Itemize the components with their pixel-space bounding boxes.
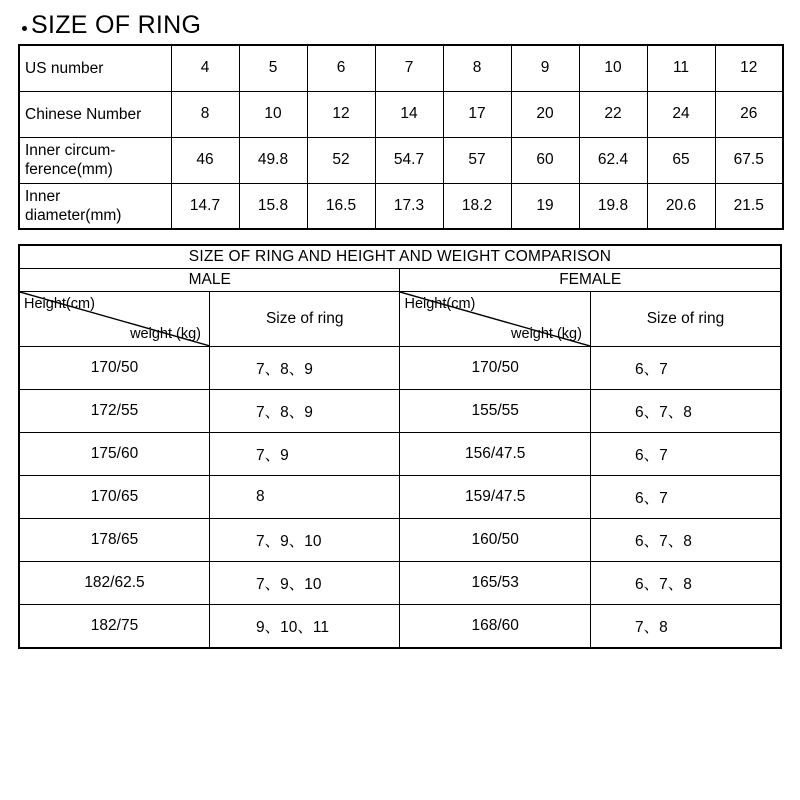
- female-ring-size: 6、7: [590, 433, 781, 476]
- cell: 8: [443, 45, 511, 91]
- cell: 57: [443, 137, 511, 183]
- cell: 20.6: [647, 183, 715, 229]
- table-row: [19, 390, 781, 433]
- male-ring-size: 8: [209, 476, 399, 519]
- male-ring-size-header: Size of ring: [209, 292, 399, 347]
- cell: 19.8: [579, 183, 647, 229]
- cell: 14: [375, 91, 443, 137]
- male-ring-size: 7、9、10: [209, 519, 399, 562]
- table-row: [19, 245, 781, 269]
- cell: 52: [307, 137, 375, 183]
- row-label-line2: ference(mm): [25, 161, 113, 178]
- cell: 67.5: [715, 137, 783, 183]
- cell: 12: [307, 91, 375, 137]
- cell: 24: [647, 91, 715, 137]
- height-label: Height(cm): [404, 296, 476, 312]
- table-row: [19, 45, 783, 91]
- male-height-weight: 178/65: [19, 519, 209, 562]
- female-ring-size-header: Size of ring: [590, 292, 781, 347]
- table-row: [19, 347, 781, 390]
- table-row: [19, 476, 781, 519]
- male-height-weight: 175/60: [19, 433, 209, 476]
- female-height-weight: 168/60: [400, 605, 590, 649]
- cell: 8: [171, 91, 239, 137]
- male-ring-size: 7、9: [209, 433, 399, 476]
- female-header: FEMALE: [400, 269, 781, 292]
- male-header: MALE: [19, 269, 400, 292]
- cell: 10: [239, 91, 307, 137]
- page-title-text: SIZE OF RING: [31, 11, 202, 39]
- table-row: [19, 91, 783, 137]
- female-ring-size: 6、7、8: [590, 519, 781, 562]
- female-height-weight: 170/50: [400, 347, 590, 390]
- row-label-us-number: US number: [19, 45, 171, 91]
- row-label-inner-circumference: [19, 137, 171, 183]
- female-height-weight: 160/50: [400, 519, 590, 562]
- male-height-weight: 170/65: [19, 476, 209, 519]
- section-spacer: [18, 230, 782, 244]
- cell: 11: [647, 45, 715, 91]
- table-row: [19, 433, 781, 476]
- cell: 5: [239, 45, 307, 91]
- table-row: [19, 562, 781, 605]
- row-label-inner-diameter: [19, 183, 171, 229]
- cell: 54.7: [375, 137, 443, 183]
- cell: 46: [171, 137, 239, 183]
- female-ring-size: 6、7: [590, 347, 781, 390]
- table-row: [19, 292, 781, 347]
- female-height-weight: 156/47.5: [400, 433, 590, 476]
- cell: 16.5: [307, 183, 375, 229]
- cell: 12: [715, 45, 783, 91]
- cell: 14.7: [171, 183, 239, 229]
- cell: 19: [511, 183, 579, 229]
- cell: 22: [579, 91, 647, 137]
- cell: 9: [511, 45, 579, 91]
- male-height-weight: 170/50: [19, 347, 209, 390]
- cell: 17: [443, 91, 511, 137]
- male-height-weight: 182/75: [19, 605, 209, 649]
- male-ring-size: 7、9、10: [209, 562, 399, 605]
- cell: 15.8: [239, 183, 307, 229]
- male-ring-size: 7、8、9: [209, 347, 399, 390]
- height-weight-comparison-table: [18, 244, 782, 649]
- female-ring-size: 6、7、8: [590, 390, 781, 433]
- cell: 26: [715, 91, 783, 137]
- cell: 4: [171, 45, 239, 91]
- table-row: [19, 269, 781, 292]
- cell: 17.3: [375, 183, 443, 229]
- height-label: Height(cm): [24, 296, 95, 312]
- male-height-weight-header: [19, 292, 209, 347]
- cell: 21.5: [715, 183, 783, 229]
- row-label-line1: Inner: [25, 187, 61, 205]
- cell: 20: [511, 91, 579, 137]
- row-label-chinese-number: Chinese Number: [19, 91, 171, 137]
- male-height-weight: 182/62.5: [19, 562, 209, 605]
- page-title: [22, 12, 782, 38]
- female-ring-size: 6、7、8: [590, 562, 781, 605]
- female-height-weight: 165/53: [400, 562, 590, 605]
- female-height-weight: 155/55: [400, 390, 590, 433]
- weight-label: weight (kg): [511, 326, 582, 342]
- comparison-title: SIZE OF RING AND HEIGHT AND WEIGHT COMPARISON: [19, 245, 781, 269]
- cell: 10: [579, 45, 647, 91]
- male-ring-size: 9、10、11: [209, 605, 399, 649]
- cell: 6: [307, 45, 375, 91]
- female-ring-size: 7、8: [590, 605, 781, 649]
- weight-label: weight (kg): [130, 326, 201, 342]
- female-height-weight: 159/47.5: [400, 476, 590, 519]
- table-row: [19, 605, 781, 649]
- cell: 62.4: [579, 137, 647, 183]
- table-row: [19, 183, 783, 229]
- cell: 65: [647, 137, 715, 183]
- bullet-dot-icon: [22, 26, 27, 31]
- female-ring-size: 6、7: [590, 476, 781, 519]
- row-label-line2: diameter(mm): [25, 206, 122, 224]
- ring-size-table: [18, 44, 784, 230]
- cell: 49.8: [239, 137, 307, 183]
- female-height-weight-header: [400, 292, 590, 347]
- male-ring-size: 7、8、9: [209, 390, 399, 433]
- table-row: [19, 137, 783, 183]
- table-row: [19, 519, 781, 562]
- male-height-weight: 172/55: [19, 390, 209, 433]
- cell: 18.2: [443, 183, 511, 229]
- cell: 7: [375, 45, 443, 91]
- cell: 60: [511, 137, 579, 183]
- row-label-line1: Inner circum-: [25, 142, 116, 159]
